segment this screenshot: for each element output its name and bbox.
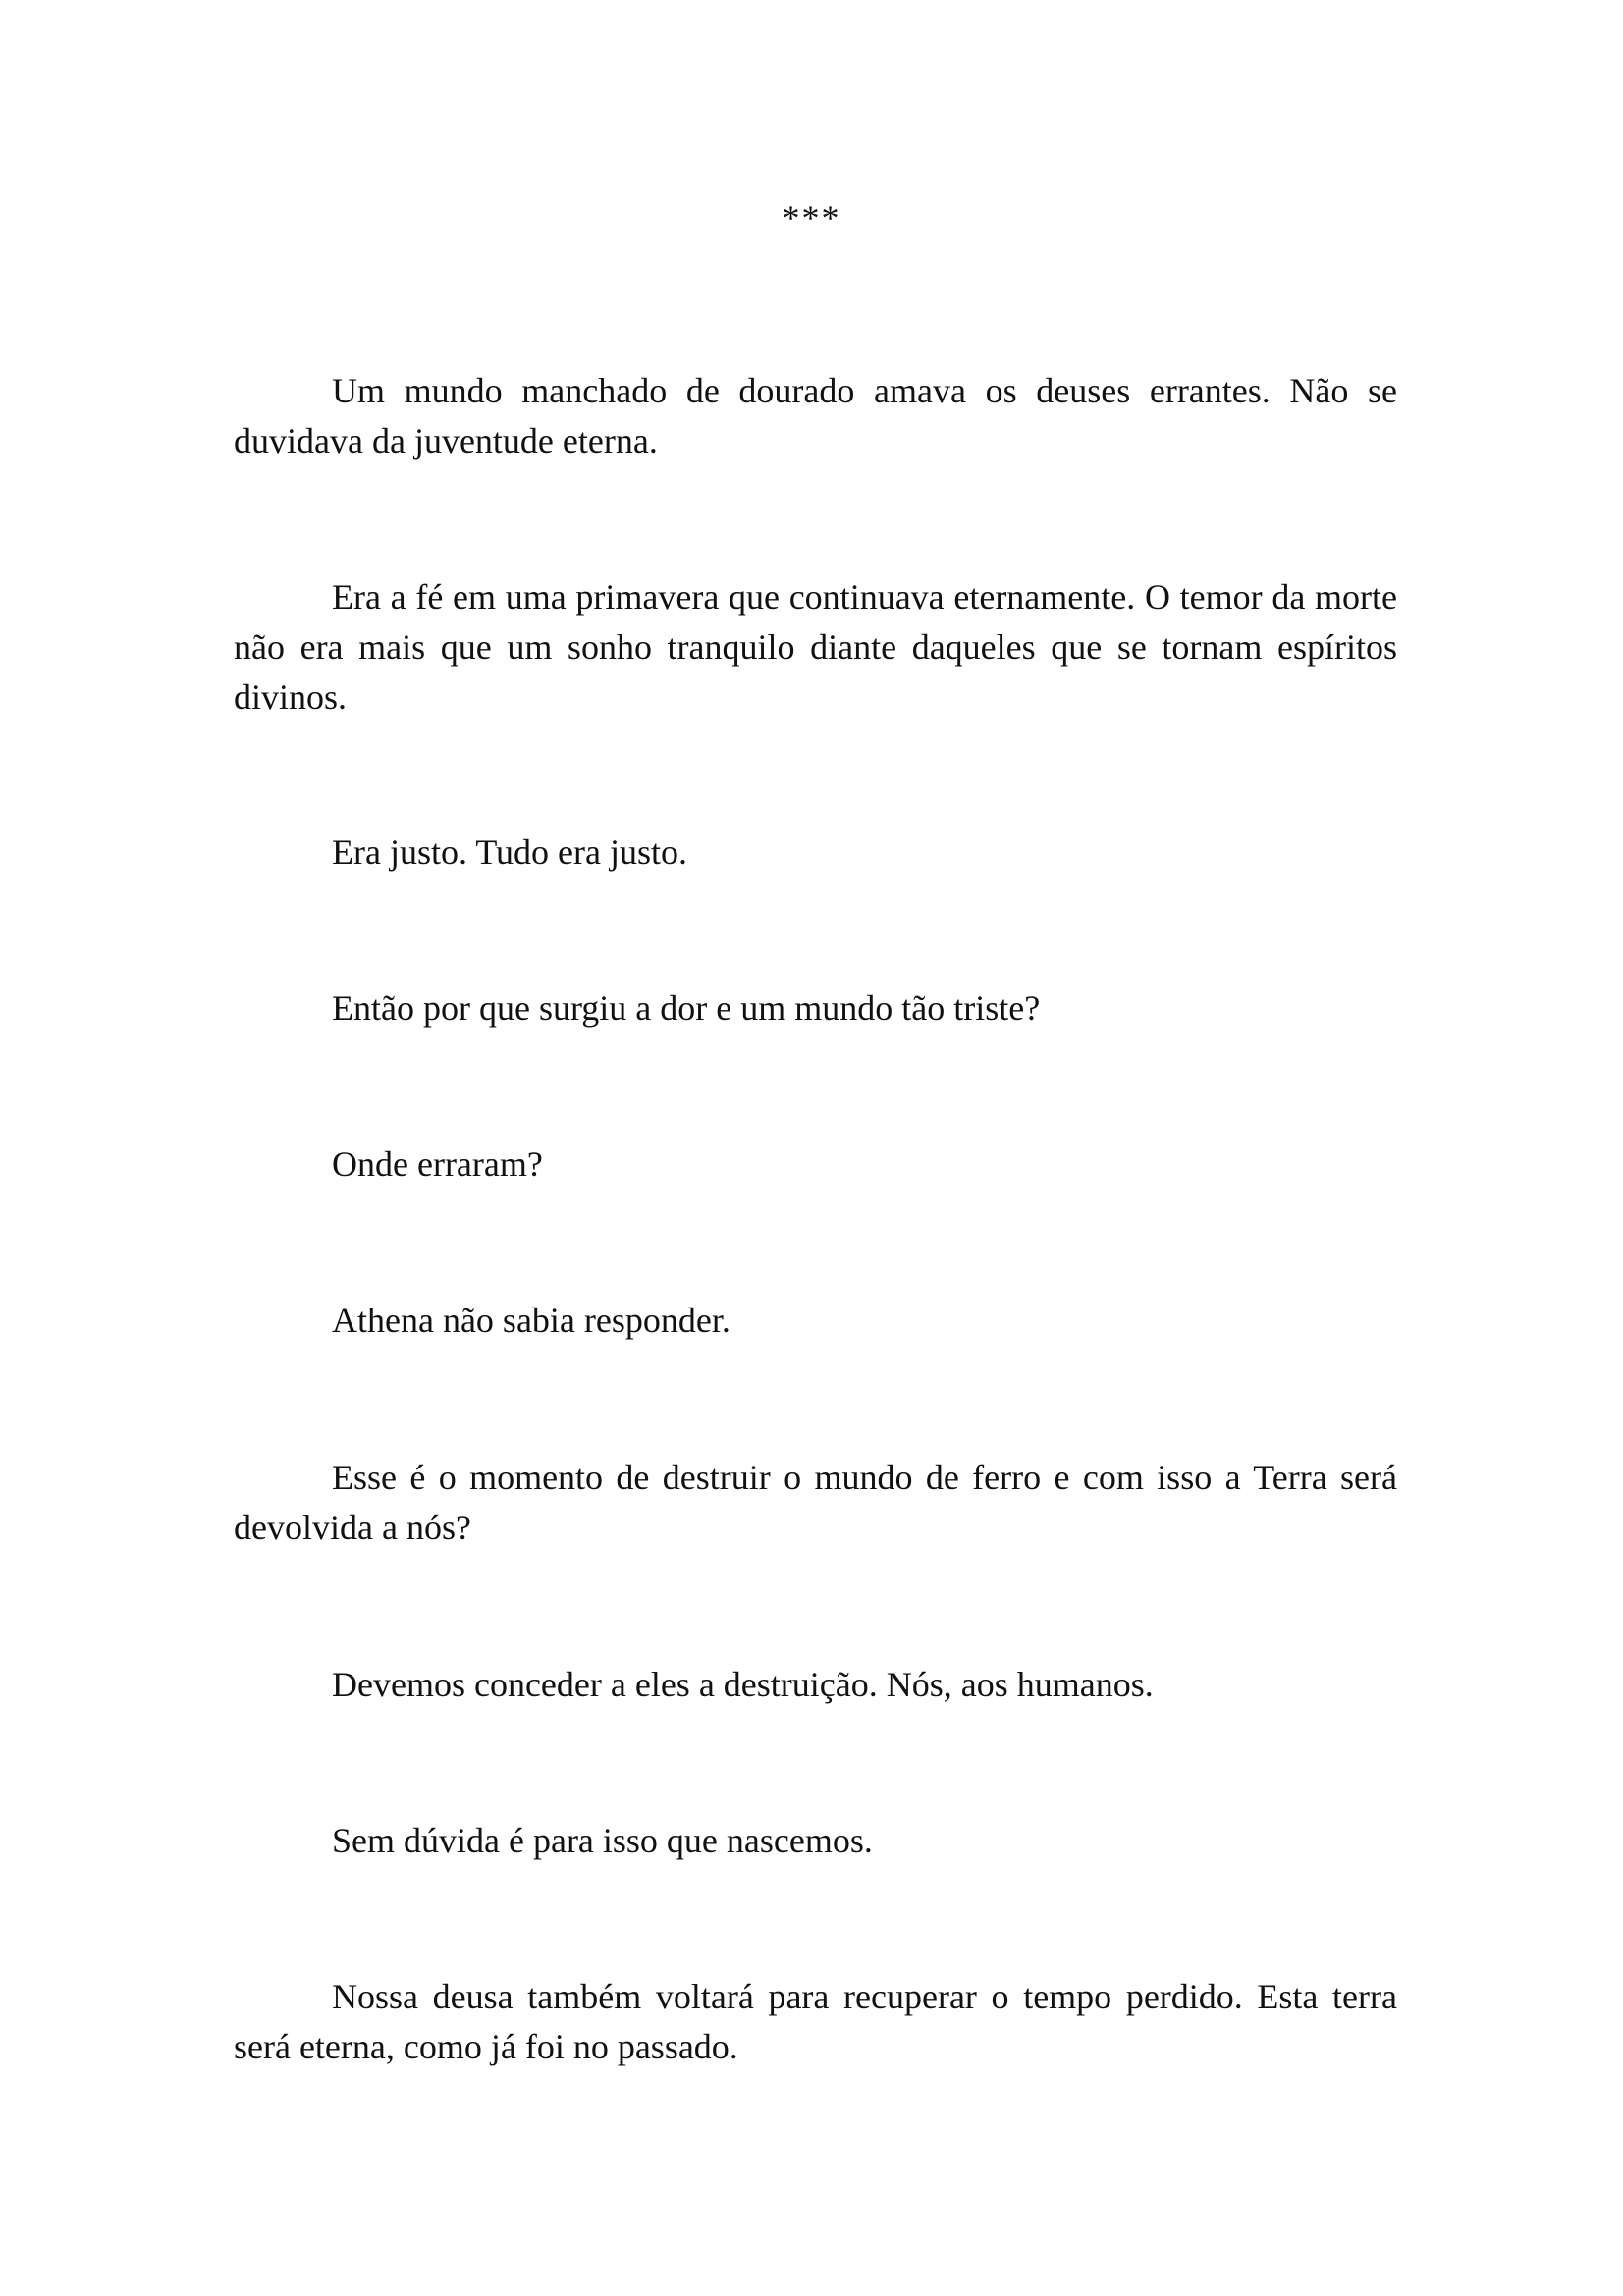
paragraph: Devemos conceder a eles a destruição. Nós, aos humanos. [332,1665,1154,1704]
section-separator: *** [782,198,841,238]
paragraph: Era a fé em uma primavera que continuava eternamente. O temor da morte não era mais que um sonho tranquilo diante daqueles que se tornam espíritos divinos. [234,577,1397,717]
paragraph: Onde erraram? [332,1145,543,1184]
paragraph: Esse é o momento de destruir o mundo de ferro e com isso a Terra será devolvida a nós? [234,1458,1397,1547]
paragraph: Sem dúvida é para isso que nascemos. [332,1821,873,1860]
paragraph: Athena não sabia responder. [332,1301,730,1340]
paragraph: Um mundo manchado de dourado amava os deuses errantes. Não se duvidava da juventude eterna. [234,371,1397,460]
paragraph: Nossa deusa também voltará para recuperar o tempo perdido. Esta terra será eterna, como já foi no passado. [234,1977,1397,2066]
paragraph: Era justo. Tudo era justo. [332,832,688,872]
paragraph: Então por que surgiu a dor e um mundo tão triste? [332,988,1041,1028]
